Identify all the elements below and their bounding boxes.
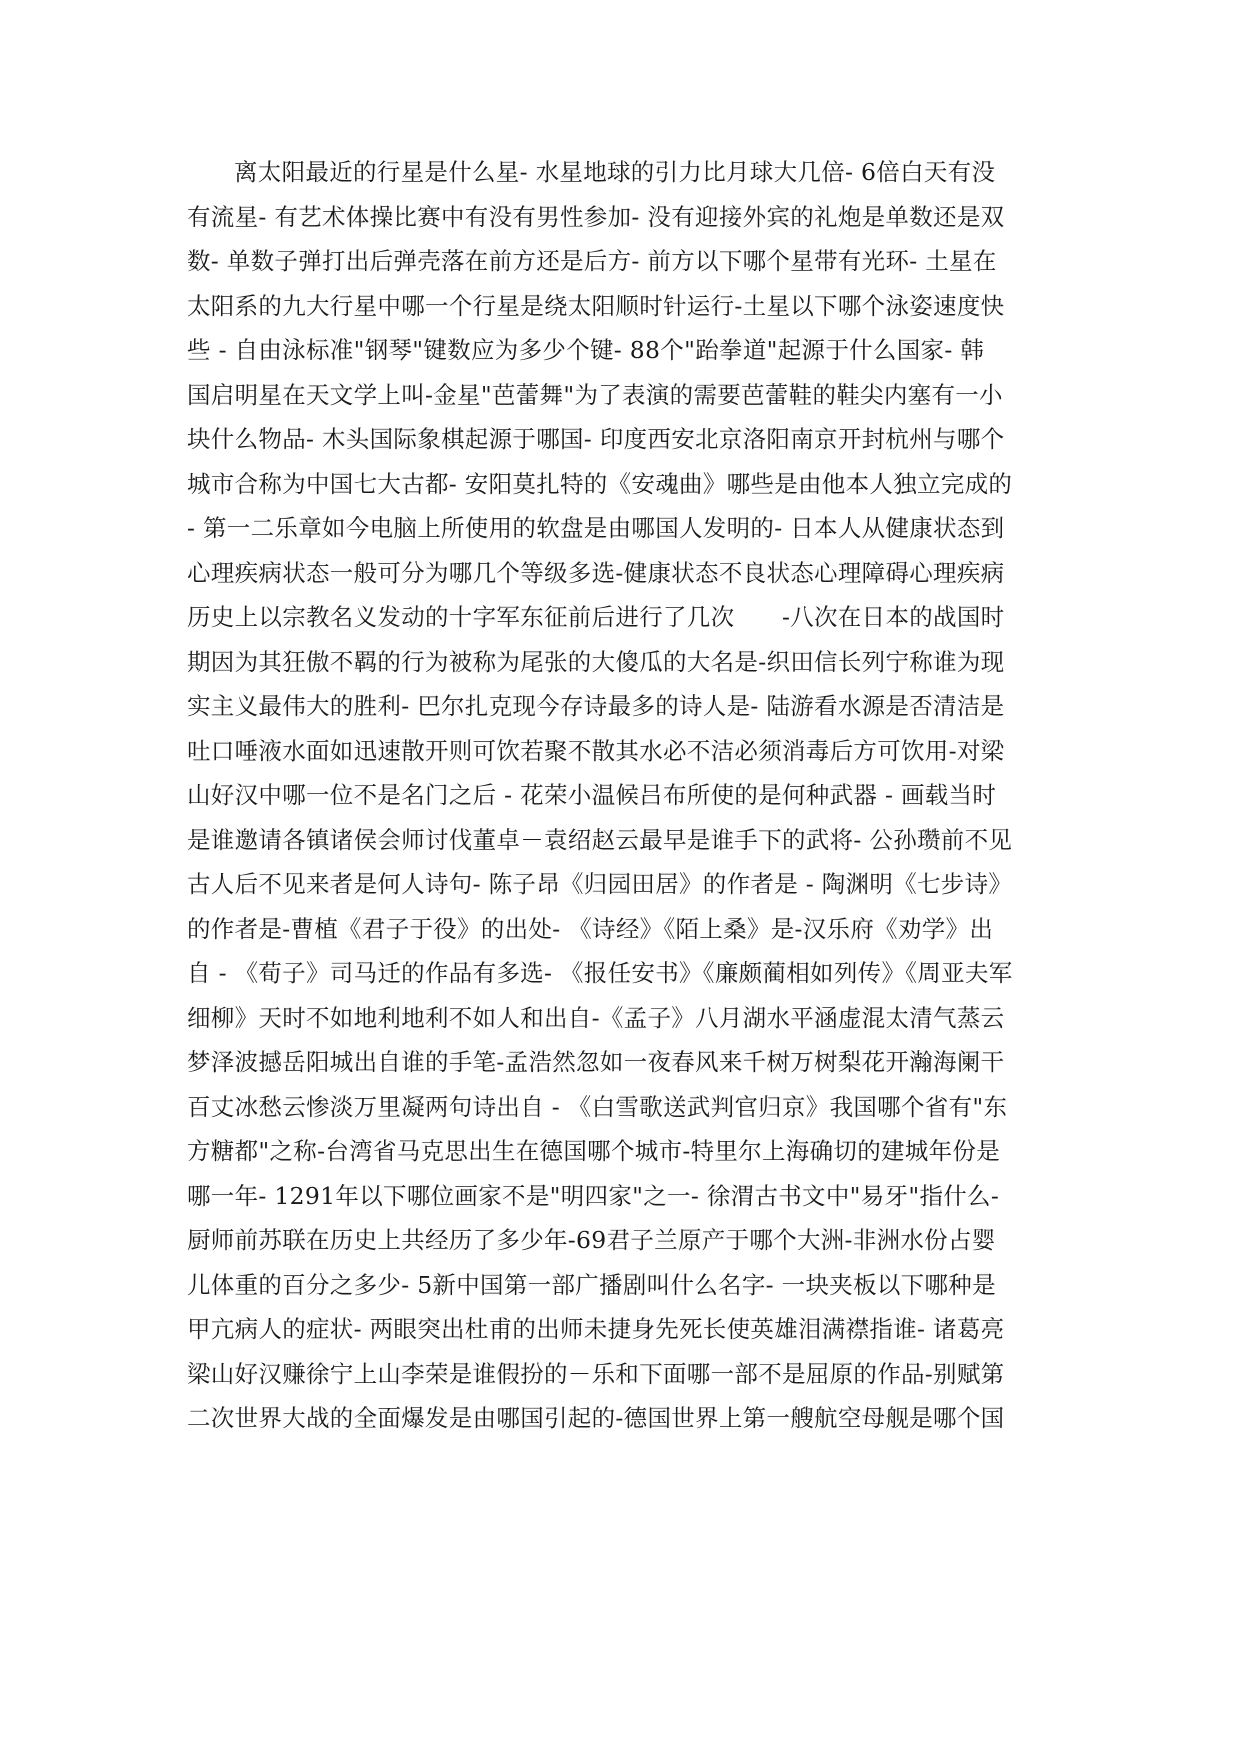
text-line: 梦泽波撼岳阳城出自谁的手笔-孟浩然忽如一夜春风来千树万树梨花开瀚海阑干	[187, 1048, 1005, 1076]
text-line: 百丈冰愁云惨淡万里凝两句诗出自 - 《白雪歌送武判官归京》我国哪个省有"东	[187, 1092, 1008, 1121]
text-line: 梁山好汉赚徐宁上山李荣是谁假扮的－乐和下面哪一部不是屈原的作品-别赋第	[187, 1359, 1005, 1388]
text-line: 方糖都"之称-台湾省马克思出生在德国哪个城市-特里尔上海确切的建城年份是	[187, 1137, 1000, 1165]
text-line: 心理疾病状态一般可分为哪几个等级多选-健康状态不良状态心理障碍心理疾病	[187, 558, 1005, 587]
text-line: 二次世界大战的全面爆发是由哪国引起的-德国世界上第一艘航空母舰是哪个国	[187, 1404, 1005, 1432]
text-line: 离太阳最近的行星是什么星- 水星地球的引力比月球大几倍- 6倍白天有没	[234, 158, 996, 186]
text-line: 期因为其狂傲不羁的行为被称为尾张的大傻瓜的大名是-织田信长列宁称谁为现	[187, 647, 1005, 676]
text-line: 厨师前苏联在历史上共经历了多少年-69君子兰原产于哪个大洲-非洲水份占婴	[187, 1226, 996, 1254]
text-line: 太阳系的九大行星中哪一个行星是绕太阳顺时针运行-土星以下哪个泳姿速度快	[187, 291, 1005, 320]
text-line: 块什么物品- 木头国际象棋起源于哪国- 印度西安北京洛阳南京开封杭州与哪个	[187, 425, 1005, 453]
text-line: - 第一二乐章如今电脑上所使用的软盘是由哪国人发明的- 日本人从健康状态到	[187, 514, 1005, 542]
text-line: 的作者是-曹植《君子于役》的出处- 《诗经》《陌上桑》是-汉乐府《劝学》出	[187, 914, 994, 943]
text-line: 些 - 自由泳标准"钢琴"键数应为多少个键- 88个"跆拳道"起源于什么国家- 韩	[187, 336, 985, 364]
text-line: 是谁邀请各镇诸侯会师讨伐董卓－袁绍赵云最早是谁手下的武将- 公孙瓒前不见	[187, 825, 1013, 854]
text-line: 历史上以宗教名义发动的十字军东征前后进行了几次 -八次在日本的战国时	[187, 603, 1005, 631]
text-line: 吐口唾液水面如迅速散开则可饮若聚不散其水必不洁必须消毒后方可饮用-对梁	[187, 736, 1005, 765]
text-line: 甲亢病人的症状- 两眼突出杜甫的出师未捷身先死长使英雄泪满襟指谁- 诸葛亮	[187, 1315, 1005, 1343]
text-line: 实主义最伟大的胜利- 巴尔扎克现今存诗最多的诗人是- 陆游看水源是否清洁是	[187, 692, 1005, 720]
text-line: 数- 单数子弹打出后弹壳落在前方还是后方- 前方以下哪个星带有光环- 土星在	[187, 247, 997, 275]
text-line: 细柳》天时不如地利地利不如人和出自-《孟子》八月湖水平涵虚混太清气蒸云	[187, 1003, 1005, 1032]
text-line: 自 - 《荀子》司马迁的作品有多选- 《报任安书》《廉颇蔺相如列传》《周亚夫军	[187, 959, 1013, 987]
text-line: 国启明星在天文学上叫-金星"芭蕾舞"为了表演的需要芭蕾鞋的鞋尖内塞有一小	[187, 380, 1003, 409]
text-line: 儿体重的百分之多少- 5新中国第一部广播剧叫什么名字- 一块夹板以下哪种是	[187, 1270, 996, 1299]
text-line: 城市合称为中国七大古都- 安阳莫扎特的《安魂曲》哪些是由他本人独立完成的	[187, 469, 1013, 498]
text-line: 有流星- 有艺术体操比赛中有没有男性参加- 没有迎接外宾的礼炮是单数还是双	[187, 202, 1005, 231]
text-line: 古人后不见来者是何人诗句- 陈子昂《归园田居》的作者是 - 陶渊明《七步诗》	[187, 870, 1013, 898]
text-line: 山好汉中哪一位不是名门之后 - 花荣小温候吕布所使的是何种武器 - 画载当时	[187, 781, 997, 809]
text-line: 哪一年- 1291年以下哪位画家不是"明四家"之一- 徐渭古书文中"易牙"指什么-	[187, 1181, 1000, 1210]
body-paragraph	[187, 150, 1057, 1441]
